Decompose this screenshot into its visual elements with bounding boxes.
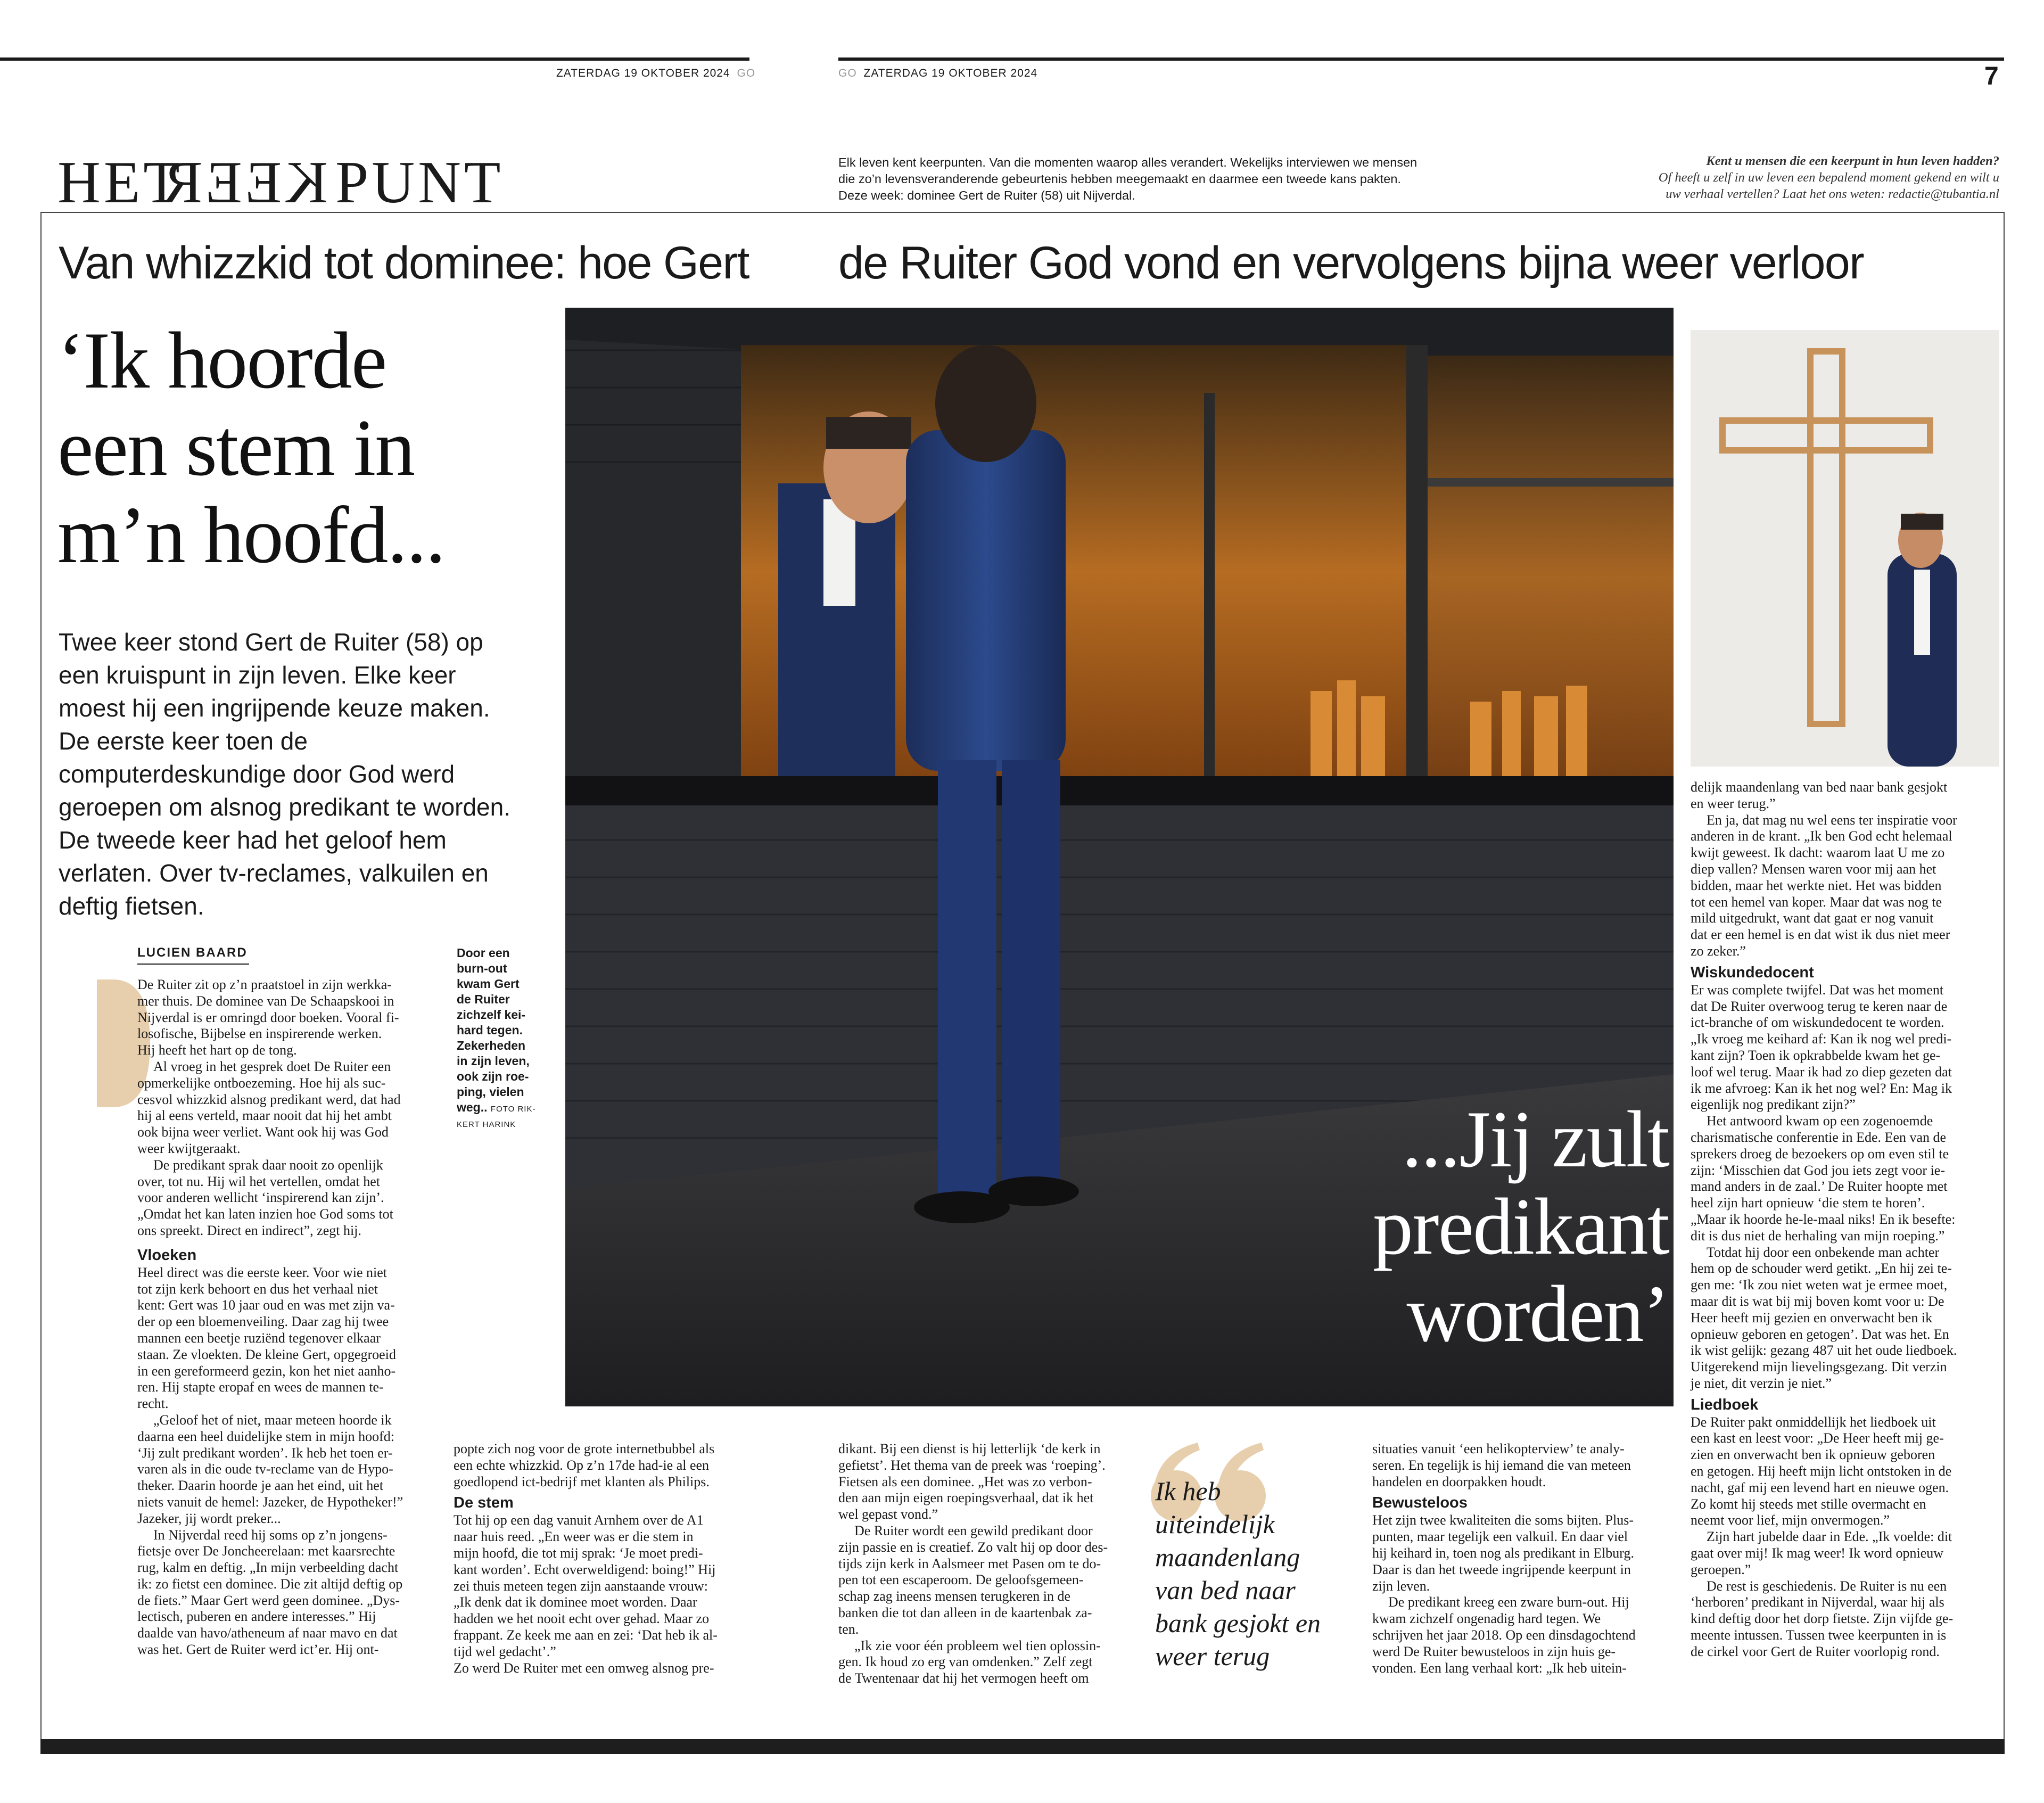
line: hij keihard in, toen nog als predikant in Elburg.	[1372, 1545, 1634, 1561]
line: zo zeker.”	[1691, 943, 1746, 959]
lead-line: een kruispunt in zijn leven. Elke keer	[59, 661, 456, 689]
line: opnieuw geboren en getogen’. Dat was het. En	[1691, 1326, 1949, 1342]
line: zijn leven.	[1372, 1578, 1430, 1594]
line: „Maar ik hoorde he-le-maal niks! En ik besefte:	[1691, 1211, 1956, 1227]
line: Jazeker, jij wordt preker...	[137, 1510, 281, 1526]
line: tot een hemel van koper. Maar dat was nog te	[1691, 894, 1942, 910]
line: ten.	[838, 1621, 859, 1637]
line: Hij heeft het hart op de tong.	[137, 1042, 297, 1058]
line: zijn: ‘Misschien dat God jou iets zegt voor ie-	[1691, 1162, 1946, 1178]
photo-quote-line: ...Jij zult	[1402, 1094, 1669, 1184]
line: In Nijverdal reed hij soms op z’n jongens-	[153, 1527, 388, 1543]
column-1	[137, 977, 442, 1658]
left-dateline	[556, 67, 755, 80]
pull-line: Ik heb	[1155, 1476, 1221, 1506]
line: Het antwoord kwam op een zogenoemde	[1707, 1113, 1933, 1129]
line: naar huis reed. „En weer was er die stem in	[454, 1529, 694, 1545]
line: sprekers droeg de bezoekers op om even stil te	[1691, 1146, 1949, 1162]
line: Zijn hart jubelde daar in Ede. „Ik voelde: dit	[1707, 1529, 1952, 1545]
line: De Ruiter wordt een gewild predikant door	[854, 1522, 1093, 1538]
masthead-logo	[57, 150, 537, 209]
line: dat De Ruiter overwoog terug te keren naar de	[1691, 998, 1948, 1014]
line: fietsje over De Joncheerelaan: met kaarsrechte	[137, 1543, 395, 1559]
pull-line: weer terug	[1155, 1641, 1270, 1671]
line: tijd wel gedacht’.”	[454, 1643, 556, 1659]
paragraph	[137, 1527, 442, 1658]
line: tijds zijn kerk in Aalsmeer met Pasen om te do-	[838, 1555, 1101, 1571]
line: voor anderen wellicht ‘inspirerend kan zijn’.	[137, 1190, 384, 1206]
line: banken die tot dan alleen in de kaartenbak za-	[838, 1604, 1092, 1620]
paragraph	[1691, 812, 1997, 960]
line: niets vanuit de hemel: Jazeker, de Hypotheker!”	[137, 1494, 403, 1510]
pull-line: bank gesjokt en	[1155, 1608, 1321, 1638]
caption-line: kwam Gert	[457, 977, 520, 991]
line: Uitgerekend mijn lievelingsgezang. Dit verzin	[1691, 1359, 1947, 1375]
line: „Ik denk dat ik dominee moet worden. Daar	[454, 1594, 697, 1610]
line: zijn passie en is creatief. Zo valt hij op door des-	[838, 1539, 1108, 1555]
lead-line: computerdeskundige door God werd	[59, 760, 455, 788]
line: ik wist gelijk: gezang 487 uit het oude liedboek.	[1691, 1343, 1957, 1359]
line: wel gepast vond.”	[838, 1506, 938, 1522]
paragraph	[1691, 1578, 1997, 1660]
line: zei thuis meteen tegen zijn aanstaande vrouw:	[454, 1578, 708, 1594]
line: werd De Ruiter bewusteloos in zijn huis ge-	[1372, 1643, 1616, 1659]
line: varen als in die oude tv-reclame van de Hypo-	[137, 1461, 393, 1477]
line: opmerkelijke ontboezeming. Hoe hij als suc-	[137, 1075, 386, 1091]
headline-right: de Ruiter God vond en vervolgens bijna weer verloor	[838, 237, 1864, 289]
column-3	[838, 1441, 1128, 1687]
line: „Ik vroeg me keihard af: Kan ik nog wel predi-	[1691, 1031, 1952, 1047]
caption-line: in zijn leven,	[457, 1054, 530, 1068]
line: De predikant kreeg een zware burn-out. Hij	[1388, 1594, 1629, 1610]
line: punten, maar tegelijk een valkuil. En daar viel	[1372, 1529, 1628, 1545]
svg-text:HET: HET	[57, 150, 183, 209]
line: Heer heeft mij gezien en onverwacht ben ik	[1691, 1310, 1933, 1326]
line: geroepen.”	[1691, 1561, 1751, 1577]
lead-line: Twee keer stond Gert de Ruiter (58) op	[59, 628, 483, 656]
lead-line: deftig fietsen.	[59, 892, 204, 920]
intro-line: Deze week: dominee Gert de Ruiter (58) uit Nijverdal.	[838, 188, 1135, 202]
line: De rest is geschiedenis. De Ruiter is nu een	[1707, 1578, 1947, 1594]
paragraph	[454, 1441, 752, 1490]
paragraph	[838, 1523, 1128, 1638]
line: en getogen. Hij heeft mijn licht ontstoken in de	[1691, 1463, 1952, 1479]
column-5	[1691, 779, 1997, 1660]
line: hij al eens verteld, maar nooit dat hij het ambt	[137, 1108, 392, 1124]
paragraph	[137, 977, 442, 1059]
reader-promo	[1538, 153, 1999, 202]
article-lead	[59, 625, 559, 923]
lead-line: moest hij een ingrijpende keuze maken.	[59, 694, 490, 722]
line: dat er een hemel is en dat wist ik dus niet meer	[1691, 927, 1950, 943]
line: pen tot een escaperoom. De geloofsgemeen-	[838, 1572, 1084, 1588]
line: Nijverdal is er omringd door boeken. Vooral fi-	[137, 1009, 399, 1025]
caption-line: Door een	[457, 946, 510, 960]
paragraph	[838, 1638, 1128, 1687]
line: popte zich nog voor de grote internetbubbel als	[454, 1441, 715, 1456]
line: charismatische conferentie in Ede. Een van de	[1691, 1129, 1947, 1145]
intro-line: die zo’n levensveranderende gebeurtenis hebben meegemaakt en daarmee een tweede kans pakten.	[838, 172, 1401, 186]
caption-line: Zekerheden	[457, 1039, 526, 1052]
line: daalde van havo/atheneum af naar mavo en dat	[137, 1625, 398, 1641]
quote-line: een stem in	[57, 403, 415, 492]
subhead-bewusteloos: Bewusteloos	[1372, 1494, 1468, 1512]
line: Zo komt hij steeds met stille overmacht en	[1691, 1496, 1926, 1512]
pull-line: maandenlang	[1155, 1542, 1300, 1572]
paragraph	[1691, 779, 1997, 812]
line: eigenlijk nog predikant zijn?”	[1691, 1097, 1856, 1113]
line: was het. Gert de Ruiter werd ict’er. Hij ont-	[137, 1642, 379, 1658]
pull-line: uiteindelijk	[1155, 1509, 1275, 1539]
line: mijn hoofd, die tot mij sprak: ‘Je moet predi-	[454, 1545, 703, 1561]
line: mer thuis. De dominee van De Schaapskooi in	[137, 993, 394, 1009]
right-dateline	[838, 67, 1037, 80]
svg-text:PUNT: PUNT	[335, 150, 504, 209]
line: recht.	[137, 1396, 169, 1412]
photo-quote-line: worden’	[1406, 1269, 1669, 1359]
line: schrijven het jaar 2018. Op een dinsdagochtend	[1372, 1627, 1636, 1643]
line: kind deftig door het dorp fietste. Zijn vijfde ge-	[1691, 1611, 1954, 1627]
line: ik me afvroeg: Kan ik het nog wel? En: Mag ik	[1691, 1080, 1952, 1096]
caption-line: ook zijn roe-	[457, 1069, 529, 1083]
line: frappant. Ze keek me aan en zei: ‘Dat heb ik al-	[454, 1627, 718, 1643]
top-rule-right	[838, 57, 2004, 61]
caption-line: ping, vielen	[457, 1085, 524, 1099]
paragraph	[1372, 1512, 1662, 1594]
paragraph	[1372, 1594, 1662, 1676]
lead-line: geroepen om alsnog predikant te worden.	[59, 793, 511, 821]
right-edition: GO	[838, 67, 857, 79]
line: der op een bloemenveiling. Daar zag hij twee	[137, 1314, 389, 1330]
line: Fietsen als een dominee. „Het was zo verbon-	[838, 1473, 1092, 1489]
byline: LUCIEN BAARD	[137, 945, 248, 960]
paragraph	[137, 1265, 442, 1412]
line: ren. Hij stapte eropaf en wees de mannen te-	[137, 1379, 384, 1395]
paragraph	[1691, 1414, 1997, 1529]
left-edition: GO	[737, 67, 756, 79]
line: seren. En tegelijk is hij iemand die van meteen	[1372, 1457, 1631, 1473]
line: „Ik zie voor één probleem wel tien oplossin-	[854, 1637, 1101, 1653]
line: mand anders in de zaal.’ De Ruiter hoopte met	[1691, 1179, 1948, 1195]
line: de cirkel voor Gert de Ruiter voorlopig rond.	[1691, 1643, 1940, 1659]
caption-line	[457, 1100, 563, 1117]
paragraph	[137, 1157, 442, 1239]
line: Er was complete twijfel. Dat was het moment	[1691, 982, 1944, 998]
line: ook bijna weer verliet. Want ook hij was God	[137, 1124, 389, 1140]
caption-line: zichzelf kei-	[457, 1008, 526, 1022]
line: gefietst’. Het thema van de preek was ‘roeping’.	[838, 1457, 1106, 1473]
line: ‘Jij zult predikant worden’. Ik heb het toen er-	[137, 1445, 393, 1461]
line: Daar is dan het tweede ingrijpende keerpunt in	[1372, 1561, 1631, 1577]
line: de Twentenaar dat hij het vermogen heeft om	[838, 1670, 1089, 1686]
line: zien en onverwacht ben ik opnieuw geboren	[1691, 1447, 1935, 1463]
line: Zo werd De Ruiter met een omweg alsnog pre-	[454, 1660, 714, 1676]
paragraph	[137, 1059, 442, 1157]
photo-quote-line: predikant	[1372, 1182, 1669, 1271]
line: gen me: ‘Ik zou niet weten wat je ermee moet,	[1691, 1277, 1948, 1293]
line: weer kwijtgeraakt.	[137, 1140, 241, 1156]
line: losofische, Bijbelse en inspirerende werken.	[137, 1026, 382, 1042]
subhead-wiskundedocent: Wiskundedocent	[1691, 964, 1814, 981]
line: in een gereformeerd gezin, kon het niet aanho-	[137, 1363, 396, 1379]
caption-line: de Ruiter	[457, 992, 510, 1006]
line: over, tot nu. Hij wil het vertellen, omdat het	[137, 1173, 381, 1189]
bottom-bar	[40, 1739, 2005, 1754]
photo-credit-1: FOTO RIK-	[490, 1105, 536, 1114]
line: mannen een beetje ruziënd tegenover elkaar	[137, 1330, 381, 1346]
photo-credit-2: KERT HARINK	[457, 1120, 516, 1129]
headline-left: Van whizzkid tot dominee: hoe Gert	[59, 237, 749, 289]
paragraph	[1372, 1441, 1662, 1490]
paragraph	[1691, 1245, 1997, 1392]
line: goedlopend ict-bedrijf met klanten als Philips.	[454, 1473, 710, 1489]
line: dikant. Bij een dienst is hij letterlijk ‘de kerk in	[838, 1441, 1101, 1456]
lead-line: De tweede keer had het geloof hem	[59, 826, 447, 854]
line: En ja, dat mag nu wel eens ter inspiratie voor	[1707, 812, 1957, 828]
promo-question: Kent u mensen die een keerpunt in hun leven hadden?	[1706, 154, 1999, 168]
series-intro	[838, 154, 1530, 204]
line: neemt voor lief, mijn onvermogen.”	[1691, 1512, 1890, 1528]
caption-last: weg..	[457, 1100, 488, 1114]
line: loof wel terug. Maar ik had zo diep gezeten dat	[1691, 1064, 1952, 1080]
line: lectisch, puberen en andere interesses.” Hij	[137, 1609, 376, 1625]
line: anderen in de krant. „Ik ben God echt helemaal	[1691, 828, 1952, 844]
top-rule-left	[0, 57, 749, 61]
photo-caption	[457, 945, 563, 1132]
quote-line: m’n hoofd...	[57, 490, 445, 580]
line: rug, kalm en deftig. „In mijn verbeelding dacht	[137, 1560, 399, 1576]
intro-line: Elk leven kent keerpunten. Van die momenten waarop alles verandert. Wekelijks interviewen we mensen	[838, 155, 1417, 169]
line: heel zijn hart opnieuw ‘die stem te horen’.	[1691, 1195, 1925, 1211]
line: den aan mijn eigen roepingsverhaal, dat ik het	[838, 1490, 1094, 1506]
line: ‘herboren’ predikant in Nijverdal, waar hij als	[1691, 1594, 1944, 1610]
line: vonden. Een lang verhaal kort: „Ik heb uitein-	[1372, 1660, 1627, 1676]
paragraph	[1691, 1529, 1997, 1578]
line: schap zag ineens mensen terugkeren in de	[838, 1588, 1071, 1604]
line: gaat over mij! Ik mag weer! Ik word opnieuw	[1691, 1545, 1944, 1561]
paragraph	[1691, 1113, 1997, 1244]
caption-line: hard tegen.	[457, 1023, 523, 1037]
line: situaties vanuit ‘een helikopterview’ te analy-	[1372, 1441, 1625, 1456]
line: diep vallen? Mensen waren voor mij aan het	[1691, 861, 1936, 877]
promo-line: uw verhaal vertellen? Laat het ons weten: redactie@tubantia.nl	[1666, 187, 1999, 201]
line: ik: zo fietst een dominee. Die zit altijd deftig op	[137, 1576, 403, 1592]
line: Al vroeg in het gesprek doet De Ruiter een	[153, 1058, 391, 1074]
photo-quote	[1243, 1096, 1669, 1357]
pull-line: van bed naar	[1155, 1575, 1296, 1605]
line: mild uitgedrukt, want dat gaat er nog vanuit	[1691, 910, 1934, 926]
paragraph	[1691, 982, 1997, 1113]
line: „Omdat het kan laten inzien hoe God soms tot	[137, 1206, 393, 1222]
line: „Geloof het of niet, maar meteen hoorde ik	[153, 1412, 392, 1428]
quote-line: ‘Ik hoorde	[57, 316, 386, 405]
paragraph	[454, 1512, 752, 1676]
paragraph	[137, 1412, 442, 1527]
cross-photo	[1691, 330, 1999, 767]
line: cesvol whizzkid alsnog predikant werd, dat had	[137, 1091, 401, 1107]
line: theker. Daarin hoorde je aan het eind, uit het	[137, 1478, 384, 1494]
subhead-liedboek: Liedboek	[1691, 1396, 1759, 1413]
line: hadden we het nooit echt over gehad. Maar zo	[454, 1611, 710, 1627]
subhead-vloeken: Vloeken	[137, 1246, 197, 1264]
line: De predikant sprak daar nooit zo openlijk	[153, 1157, 383, 1173]
line: kant worden’. Echt overweldigend: boing!” Hij	[454, 1561, 716, 1577]
line: De Ruiter pakt onmiddellijk het liedboek uit	[1691, 1414, 1936, 1430]
line: de fiets.” Maar Gert werd geen dominee. „Dys-	[137, 1592, 400, 1608]
pull-quote	[1155, 1475, 1379, 1673]
column-4	[1372, 1441, 1662, 1676]
line: bidden, maar het werkte niet. Het was bidden	[1691, 877, 1942, 893]
line: ict-branche of om wiskundedocent te worden.	[1691, 1015, 1944, 1031]
right-date: ZATERDAG 19 OKTOBER 2024	[863, 67, 1038, 79]
main-quote	[57, 317, 568, 579]
line: handelen en doorpakken houdt.	[1372, 1473, 1546, 1489]
line: maar dit is wat bij mij boven komt voor u: De	[1691, 1293, 1944, 1309]
line: ons spreekt. Direct en indirect”, zegt hij.	[137, 1222, 361, 1238]
line: nacht, gaf mij een levend hart en nieuwe ogen.	[1691, 1479, 1949, 1495]
lead-line: verlaten. Over tv-reclames, valkuilen en	[59, 859, 489, 887]
line: meente intussen. Tussen twee keerpunten in is	[1691, 1627, 1947, 1643]
promo-line: Of heeft u zelf in uw leven een bepalend moment gekend en wilt u	[1658, 170, 1999, 185]
line: een kast en leest voor: „De Heer heeft mij ge-	[1691, 1430, 1944, 1446]
line: kent: Gert was 10 jaar oud en was met zijn va-	[137, 1297, 395, 1313]
line: kant zijn? Toen ik opkrabbelde kwam het ge-	[1691, 1047, 1941, 1063]
subhead-de-stem: De stem	[454, 1494, 514, 1512]
line: een echte whizzkid. Op z’n 17de had-ie al een	[454, 1457, 710, 1473]
caption-line: burn-out	[457, 961, 507, 975]
byline-rule	[137, 964, 249, 965]
lead-line: De eerste keer toen de	[59, 727, 308, 755]
line: hem op de schouder werd getikt. „En hij zei te-	[1691, 1261, 1952, 1277]
line: Het zijn twee kwaliteiten die soms bijten. Plus-	[1372, 1512, 1634, 1528]
column-2	[454, 1441, 752, 1676]
line: gen. Ik houd zo erg van omdenken.” Zelf zegt	[838, 1654, 1093, 1670]
line: kwam zichzelf ongenadig hard tegen. We	[1372, 1611, 1601, 1627]
page-number: 7	[1984, 62, 1999, 90]
line: je niet, dit verzin je niet.”	[1691, 1375, 1832, 1391]
line: dit is dus niet de herhaling van mijn roeping.”	[1691, 1228, 1945, 1244]
line: daarna een heel duidelijke stem in mijn hoofd:	[137, 1428, 395, 1444]
line: en weer terug.”	[1691, 795, 1776, 811]
line: kwijt geweest. Ik dacht: waarom laat U me zo	[1691, 845, 1945, 861]
line: delijk maandenlang van bed naar bank gesjokt	[1691, 779, 1948, 795]
line: tot zijn kerk behoort en dus het verhaal niet	[137, 1281, 378, 1297]
line: De Ruiter zit op z’n praatstoel in zijn werkka-	[137, 977, 392, 992]
svg-text:KEER: KEER	[159, 150, 328, 209]
line: staan. Ze vloekten. De kleine Gert, opgegroeid	[137, 1346, 396, 1362]
line: Totdat hij door een onbekende man achter	[1707, 1244, 1940, 1260]
line: Tot hij op een dag vanuit Arnhem over de A1	[454, 1512, 704, 1528]
left-date: ZATERDAG 19 OKTOBER 2024	[556, 67, 730, 79]
line: Heel direct was die eerste keer. Voor wie niet	[137, 1264, 388, 1280]
paragraph	[838, 1441, 1128, 1523]
